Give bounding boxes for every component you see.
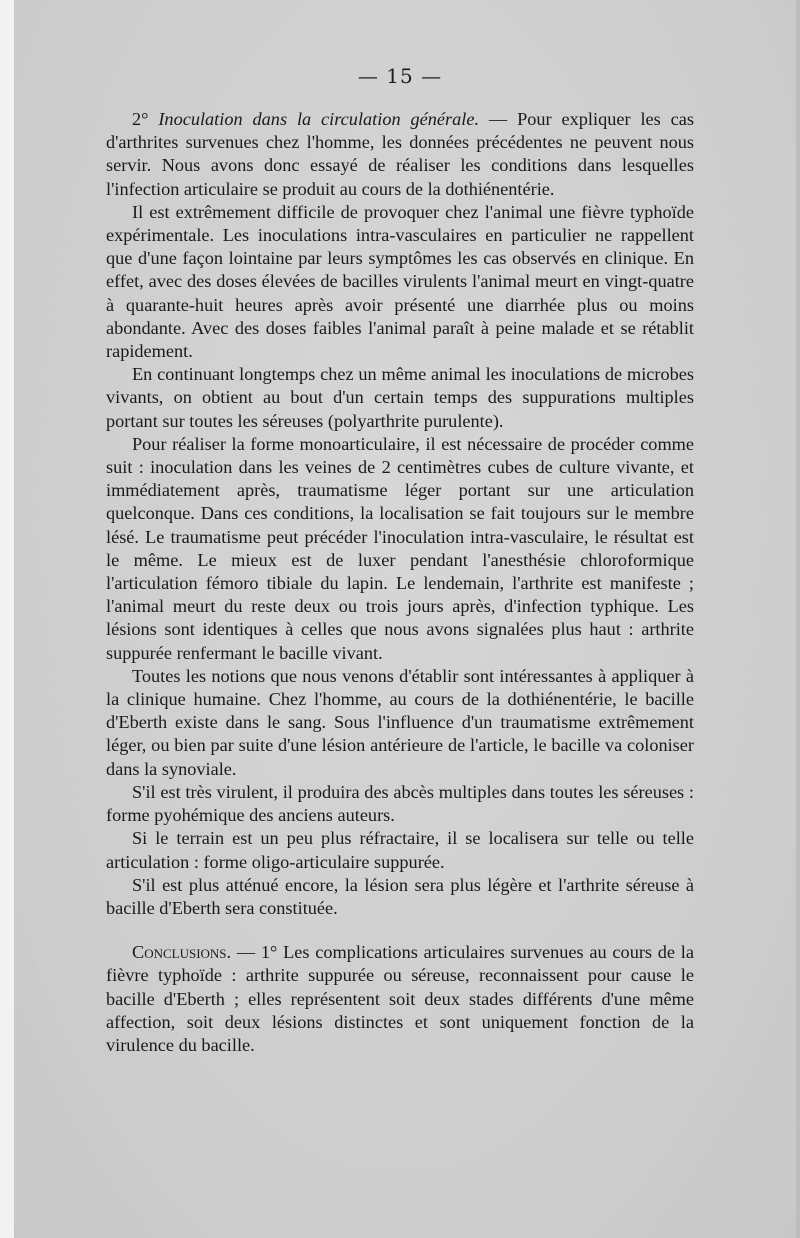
paragraph-text: — Pour expliquer les cas d'arthrites survenues chez l'homme, les données précédentes ne peuvent nous servir. Nous avons donc essayé de réaliser les conditions dans lesquelles l'infection articulaire se produit au cours de la dothiénentérie. bbox=[106, 109, 694, 199]
conclusions-text: — 1° Les complications articulaires survenues au cours de la fièvre typhoïde : arthrite suppurée ou séreuse, reconnaissent pour cause le bacille d'Eberth ; elles représentent soit deux stades différents d'une même affection, soit deux lésions distinctes et sont uniquement fonction de la virulence du bacille. bbox=[106, 942, 694, 1055]
paragraph-terrain-refractaire: Si le terrain est un peu plus réfractaire, il se localisera sur telle ou telle articulation : forme oligo-articulaire suppurée. bbox=[106, 828, 694, 872]
page-right-margin bbox=[796, 0, 800, 1238]
conclusions-heading: Conclusions. bbox=[132, 942, 232, 963]
paragraph-tres-virulent: S'il est très virulent, il produira des abcès multiples dans toutes les séreuses : forme pyohémique des anciens auteurs. bbox=[106, 781, 694, 826]
paragraph-clinique-humaine: Toutes les notions que nous venons d'établir sont intéressantes à appliquer à la clinique humaine. Chez l'homme, au cours de la dothiénentérie, le bacille d'Eberth existe dans le sang. Sous l'influence d'un traumatisme extrêmement léger, ou bien par suite d'une lésion antérieure de l'article, le bacille va coloniser dans la synoviale. bbox=[106, 665, 694, 779]
paragraph-attenue: S'il est plus atténué encore, la lésion sera plus légère et l'arthrite séreuse à bacille d'Eberth sera constituée. bbox=[106, 874, 694, 918]
section-number: 2° bbox=[132, 109, 159, 129]
paragraph-inoculation bbox=[106, 108, 694, 201]
page-number: — 15 — bbox=[357, 64, 443, 88]
paragraph-conclusions bbox=[106, 941, 694, 1057]
paragraph-inoculations-continues: En continuant longtemps chez un même animal les inoculations de microbes vivants, on obtient au bout d'un certain temps des suppurations multiples portant sur toutes les séreuses (polyarthrite purulente). bbox=[106, 364, 694, 431]
section-heading: Inoculation dans la circulation générale. bbox=[158, 109, 480, 129]
body-text bbox=[106, 108, 694, 1057]
page-left-margin bbox=[0, 0, 14, 1238]
paragraph-fievre-typhoide: Il est extrêmement difficile de provoquer chez l'animal une fièvre typhoïde expérimentale. Les inoculations intra-vasculaires en particulier ne rappellent que d'une façon lointaine par leurs symptômes les cas observés en clinique. En effet, avec des doses élevées de bacilles virulents l'animal meurt en vingt-quatre à quarante-huit heures après avoir présenté une diarrhée plus ou moins abondante. Avec des doses faibles l'animal paraît à peine malade et se rétablit rapidement. bbox=[106, 201, 694, 362]
paragraph-forme-monoarticulaire: Pour réaliser la forme monoarticulaire, il est nécessaire de procéder comme suit : inoculation dans les veines de 2 centimètres cubes de culture vivante, et immédiatement après, traumatisme léger portant sur une articulation quelconque. Dans ces conditions, la localisation se fait toujours sur le membre lésé. Le traumatisme peut précéder l'inoculation intra-vasculaire, le résultat est le même. Le mieux est de luxer pendant l'anesthésie chloroformique l'articulation fémoro tibiale du lapin. Le lendemain, l'arthrite est manifeste ; l'animal meurt du reste deux ou trois jours après, d'infection typhique. Les lésions sont identiques à celles que nous avons signalées plus haut : arthrite suppurée renfermant le bacille vivant. bbox=[106, 433, 694, 663]
